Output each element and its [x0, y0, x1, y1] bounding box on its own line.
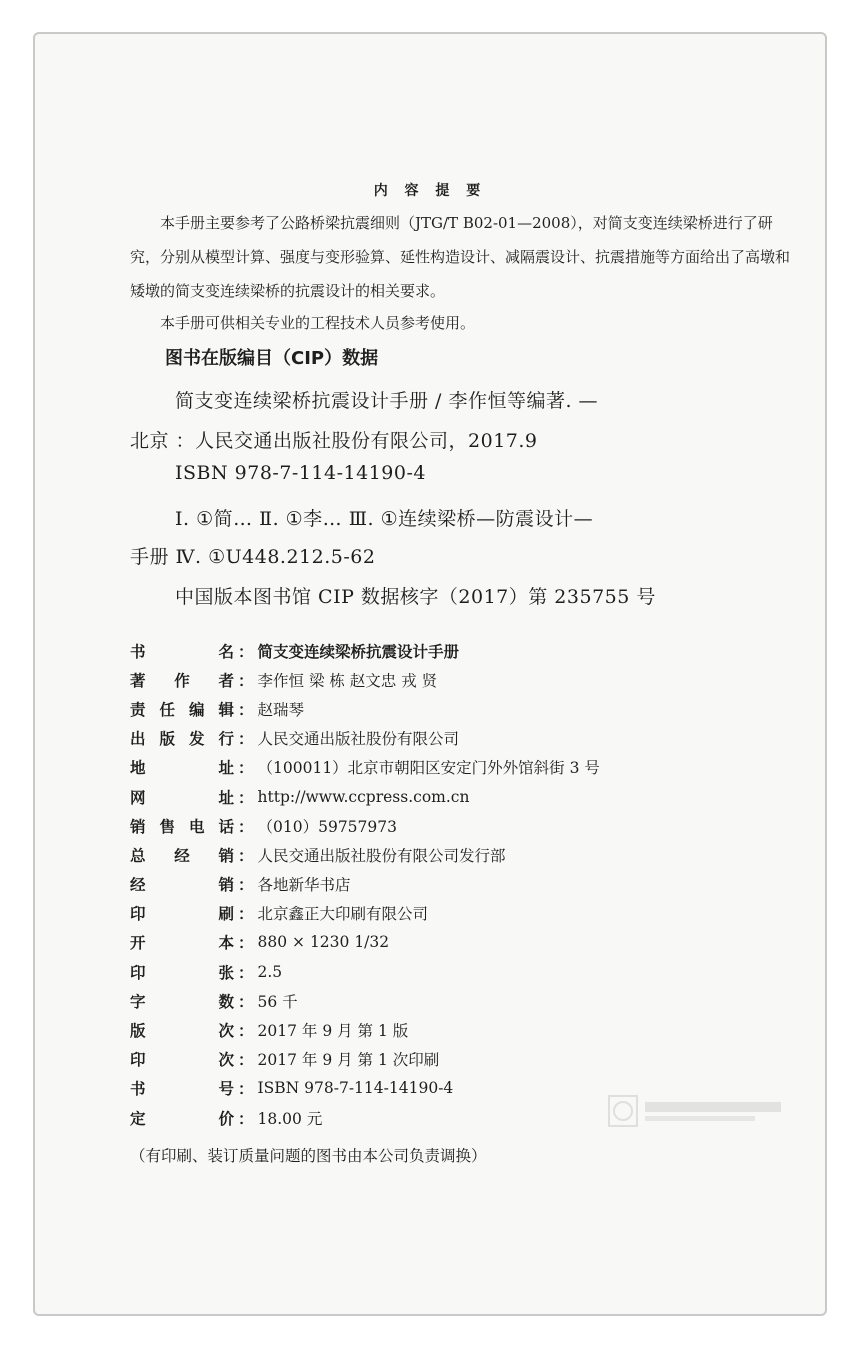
info-colon: ： — [238, 816, 254, 836]
info-row — [130, 782, 600, 811]
info-value: （100011）北京市朝阳区安定门外外馆斜街 3 号 — [257, 759, 600, 778]
info-value: 人民交通出版社股份有限公司 — [257, 730, 460, 749]
cip-line-isbn: ISBN 978-7-114-14190-4 — [175, 462, 426, 484]
info-row — [130, 753, 600, 782]
info-row — [130, 928, 600, 957]
info-value: ISBN 978-7-114-14190-4 — [257, 1079, 454, 1098]
info-label — [130, 786, 238, 808]
info-colon: ： — [238, 875, 254, 895]
info-label-char: 版 — [159, 730, 175, 749]
info-row — [130, 840, 600, 869]
info-value: 人民交通出版社股份有限公司发行部 — [257, 846, 506, 865]
info-label-char: 发 — [188, 730, 205, 749]
info-row — [130, 1045, 600, 1074]
summary-title: 内 容 提 要 — [373, 183, 487, 199]
summary-paragraph-2: 本手册可供相关专业的工程技术人员参考使用。 — [160, 314, 476, 332]
info-label — [130, 727, 238, 749]
info-row — [130, 1015, 600, 1044]
info-value: 北京鑫正大印刷有限公司 — [257, 905, 429, 924]
cip-line-classification-cont: 手册 Ⅳ. ①U448.212.5-62 — [130, 546, 376, 568]
info-row — [130, 957, 600, 986]
info-colon: ： — [238, 904, 254, 924]
info-label-char: 辑 — [218, 700, 234, 719]
info-label-char: 行 — [218, 730, 234, 749]
info-label-char: 编 — [188, 700, 205, 719]
info-label — [130, 640, 238, 662]
info-label-char: 电 — [188, 817, 205, 836]
info-label-char: 任 — [159, 700, 175, 719]
info-label — [130, 902, 238, 924]
info-value: 880 × 1230 1/32 — [257, 933, 390, 952]
cip-heading: 图书在版编目（CIP）数据 — [165, 348, 379, 369]
info-row — [130, 694, 600, 723]
info-label — [130, 815, 238, 837]
info-label-char: 价 — [218, 1109, 234, 1128]
info-label-char: 址 — [218, 788, 234, 807]
copyright-page — [33, 32, 827, 1316]
info-value: （010）59757973 — [257, 817, 397, 836]
info-label — [130, 990, 238, 1012]
info-label-char: 经 — [130, 876, 146, 895]
info-label-char: 网 — [130, 788, 146, 807]
info-value: 2017 年 9 月 第 1 版 — [257, 1022, 409, 1041]
cip-line-number: 中国版本图书馆 CIP 数据核字（2017）第 235755 号 — [175, 586, 656, 608]
info-colon: ： — [238, 962, 254, 982]
info-row — [130, 1074, 600, 1103]
info-label-char: 版 — [130, 1022, 146, 1041]
info-label-char: 销 — [218, 846, 234, 865]
info-label-char: 刷 — [218, 905, 234, 924]
info-label-char: 销 — [218, 876, 234, 895]
info-label-char: 字 — [130, 992, 146, 1011]
info-label — [130, 1048, 238, 1070]
info-label-char: 印 — [130, 963, 146, 982]
info-value: 赵瑞琴 — [257, 700, 305, 719]
info-label-char: 本 — [218, 934, 234, 953]
info-colon: ： — [238, 787, 254, 807]
info-value: 2.5 — [257, 962, 283, 981]
info-label — [130, 1077, 238, 1099]
info-label-char: 次 — [218, 1051, 234, 1070]
info-row — [130, 899, 600, 928]
info-row — [130, 724, 600, 753]
info-label-char: 名 — [218, 642, 234, 661]
info-label-char: 开 — [130, 934, 146, 953]
info-label — [130, 756, 238, 778]
info-colon: ： — [238, 1021, 254, 1041]
info-colon: ： — [238, 699, 254, 719]
info-colon: ： — [238, 729, 254, 749]
info-colon: ： — [238, 758, 254, 778]
info-colon: ： — [238, 1108, 254, 1128]
info-row — [130, 1103, 600, 1132]
info-row — [130, 811, 600, 840]
info-label — [130, 844, 238, 866]
info-label — [130, 931, 238, 953]
info-label-char: 售 — [159, 817, 175, 836]
info-value: 李作恒 梁 栋 赵文忠 戎 贤 — [257, 671, 438, 690]
info-label — [130, 669, 238, 691]
info-value: 2017 年 9 月 第 1 次印刷 — [257, 1051, 440, 1070]
info-label-char: 出 — [130, 730, 146, 749]
info-value: http://www.ccpress.com.cn — [257, 787, 470, 806]
info-label-char: 总 — [130, 846, 146, 865]
publisher-logo-watermark-icon — [607, 1092, 787, 1132]
info-label-char: 书 — [130, 642, 146, 661]
info-colon: ： — [238, 670, 254, 690]
info-label-char: 地 — [130, 759, 146, 778]
info-row — [130, 986, 600, 1015]
info-row — [130, 636, 600, 665]
info-label-char: 著 — [130, 671, 146, 690]
info-label-char: 责 — [130, 700, 146, 719]
info-row — [130, 665, 600, 694]
summary-paragraph-1-text: 本手册主要参考了公路桥梁抗震细则（JTG/T B02-01—2008），对简支变连续梁桥进行了研究，分别从模型计算、强度与变形验算、延性构造设计、减隔震设计、抗震措施等方面给出了高墩和矮墩的简支变连续梁桥的抗震设计的相关要求。 — [130, 214, 791, 300]
info-label-char: 号 — [218, 1080, 234, 1099]
info-label-char: 印 — [130, 1051, 146, 1070]
info-label — [130, 873, 238, 895]
info-label-char: 作 — [174, 671, 190, 690]
info-label-char: 书 — [130, 1080, 146, 1099]
info-value: 各地新华书店 — [257, 876, 351, 895]
info-colon: ： — [238, 991, 254, 1011]
cip-line-classification: Ⅰ. ①简… Ⅱ. ①李… Ⅲ. ①连续梁桥—防震设计— — [175, 508, 594, 530]
info-value: 简支变连续梁桥抗震设计手册 — [257, 642, 460, 661]
info-row — [130, 870, 600, 899]
info-colon: ： — [238, 1050, 254, 1070]
info-label — [130, 698, 238, 720]
info-label-char: 印 — [130, 905, 146, 924]
info-colon: ： — [238, 1079, 254, 1099]
info-label-char: 者 — [218, 671, 234, 690]
info-label-char: 定 — [130, 1109, 146, 1128]
info-colon: ： — [238, 641, 254, 661]
info-value: 18.00 元 — [257, 1109, 323, 1128]
info-label — [130, 961, 238, 983]
summary-paragraph-1 — [130, 206, 790, 308]
publication-info — [130, 636, 600, 1132]
info-label-char: 话 — [218, 817, 234, 836]
cip-line-publisher: 北京 ：人民交通出版社股份有限公司，2017.9 — [130, 430, 538, 452]
info-label-char: 址 — [218, 759, 234, 778]
info-colon: ： — [238, 845, 254, 865]
quality-notice: （有印刷、装订质量问题的图书由本公司负责调换） — [130, 1147, 487, 1165]
info-label-char: 经 — [174, 846, 190, 865]
info-label — [130, 1019, 238, 1041]
info-label-char: 销 — [130, 817, 146, 836]
cip-line-title: 简支变连续梁桥抗震设计手册 / 李作恒等编著. — — [175, 390, 599, 412]
info-label-char: 张 — [218, 963, 234, 982]
info-label-char: 次 — [218, 1022, 234, 1041]
info-value: 56 千 — [257, 992, 298, 1011]
info-colon: ： — [238, 933, 254, 953]
info-label-char: 数 — [218, 992, 234, 1011]
info-label — [130, 1107, 238, 1129]
